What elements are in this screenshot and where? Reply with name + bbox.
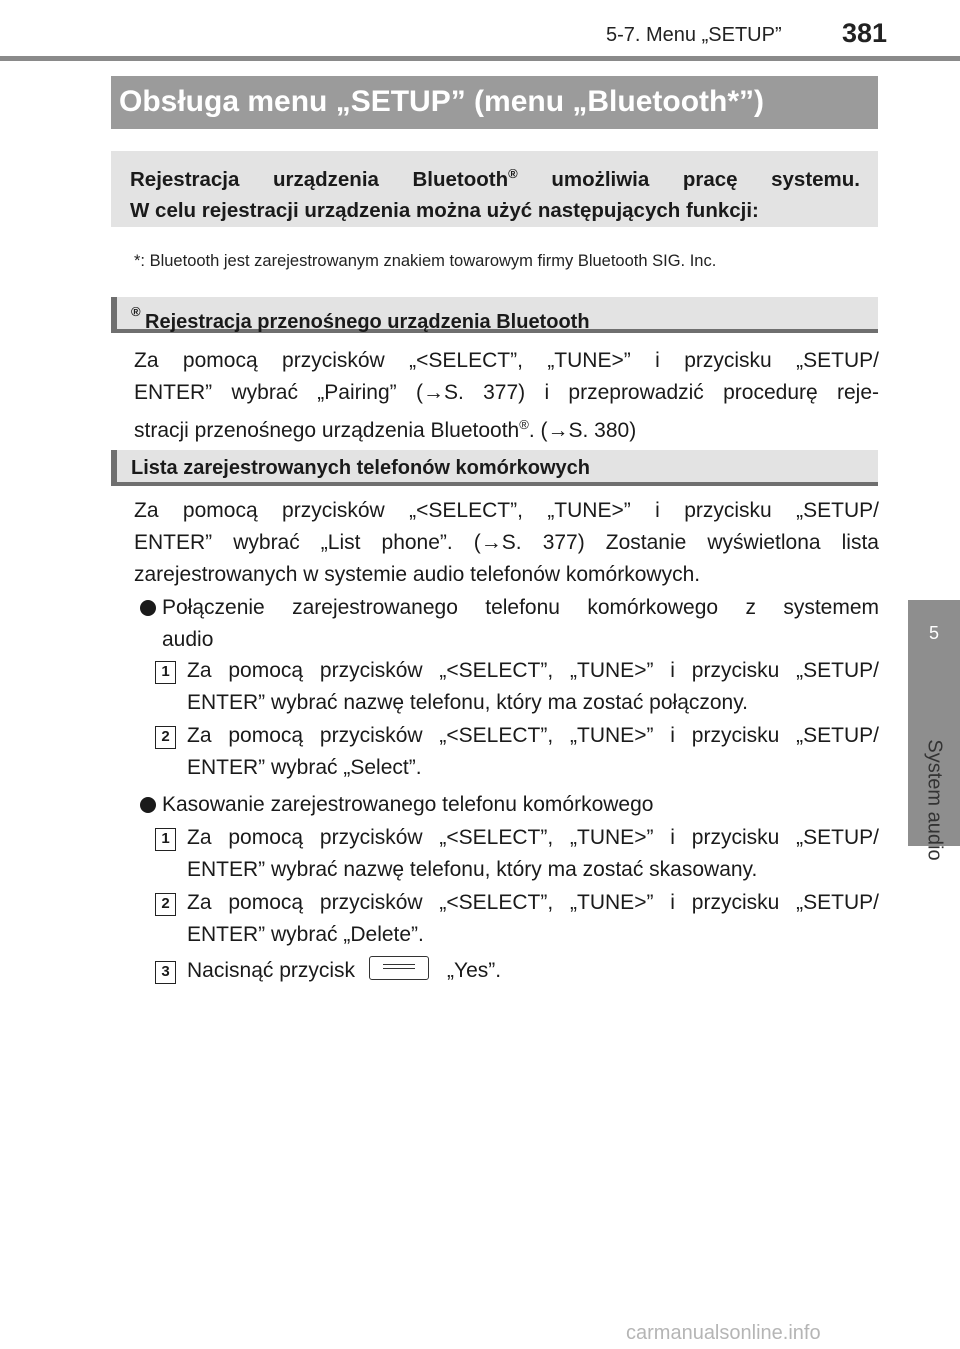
step-number: 1 xyxy=(155,828,176,851)
step-text xyxy=(187,720,879,784)
step-number: 2 xyxy=(155,726,176,749)
section2-line1: Za pomocą przycisków „<SELECT”, „TUNE>” i przycisku „SETUP/ xyxy=(134,499,879,522)
bullet2-line1: Kasowanie zarejestrowanego telefonu komórkowego xyxy=(162,793,654,816)
step-text xyxy=(187,955,879,987)
step-line1a: Nacisnąć przycisk xyxy=(187,959,356,982)
section2-line3: zarejestrowanych w systemie audio telefonów komórkowych. xyxy=(134,563,701,586)
step-line1: Za pomocą przycisków „<SELECT”, „TUNE>” i przycisku „SETUP/ xyxy=(187,659,879,682)
section1-line2: ENTER” wybrać „Pairing” (→S. 377) i przeprowadzić procedurę reje- xyxy=(134,381,879,404)
intro-text xyxy=(130,158,860,226)
step-number: 1 xyxy=(155,661,176,684)
step-line2: ENTER” wybrać „Delete”. xyxy=(187,923,424,946)
step-text xyxy=(187,887,879,951)
bullet2-text xyxy=(162,789,879,821)
title-bar xyxy=(111,76,878,129)
step-line1b: „Yes”. xyxy=(447,959,502,982)
page-title: Obsługa menu „SETUP” (menu „Bluetooth*”) xyxy=(119,85,765,118)
section1-paragraph xyxy=(134,345,879,447)
registered-mark: ® xyxy=(508,166,518,181)
bullet-icon xyxy=(140,797,156,813)
intro-box xyxy=(111,151,878,227)
step-line2: ENTER” wybrać „Select”. xyxy=(187,756,422,779)
watermark: carmanualsonline.info xyxy=(626,1322,821,1344)
section1-line3a: stracji przenośnego urządzenia Bluetooth xyxy=(134,419,520,442)
step-line1: Za pomocą przycisków „<SELECT”, „TUNE>” i przycisku „SETUP/ xyxy=(187,724,879,747)
bullet1-text xyxy=(162,592,879,656)
bullet-icon xyxy=(140,600,156,616)
step-line2: ENTER” wybrać nazwę telefonu, który ma zostać połączony. xyxy=(187,691,749,714)
section1-heading: Rejestracja przenośnego urządzenia Bluetooth xyxy=(145,311,590,333)
section1-line3-reg: ® xyxy=(519,417,529,432)
step-line2: ENTER” wybrać nazwę telefonu, który ma zostać skasowany. xyxy=(187,858,758,881)
chapter-label: System audio xyxy=(923,739,946,861)
return-button-icon xyxy=(369,956,429,980)
step-number: 2 xyxy=(155,893,176,916)
section2-paragraph xyxy=(134,495,879,591)
footnote: *: Bluetooth jest zarejestrowanym znakiem towarowym firmy Bluetooth SIG. Inc. xyxy=(134,252,717,270)
section1-line1: Za pomocą przycisków „<SELECT”, „TUNE>” i przycisku „SETUP/ xyxy=(134,349,879,372)
header-divider xyxy=(0,56,960,61)
step-text xyxy=(187,655,879,719)
chapter-number: 5 xyxy=(928,623,939,643)
step-text xyxy=(187,822,879,886)
section2-line2: ENTER” wybrać „List phone”. (→S. 377) Zostanie wyświetlona lista xyxy=(134,531,879,554)
page-number: 381 xyxy=(842,18,888,48)
intro-line2: W celu rejestracji urządzenia można użyć następujących funkcji: xyxy=(130,198,759,222)
header-section-title: 5-7. Menu „SETUP” xyxy=(606,24,782,46)
section1-line3b: . (→S. 380) xyxy=(528,419,637,442)
step-line1: Za pomocą przycisków „<SELECT”, „TUNE>” i przycisku „SETUP/ xyxy=(187,891,879,914)
chapter-label-container xyxy=(908,740,960,860)
section2-heading: Lista zarejestrowanych telefonów komórkowych xyxy=(131,457,591,479)
step-number: 3 xyxy=(155,961,176,984)
section1-registered-mark: ® xyxy=(131,304,141,319)
intro-line1a: Rejestracja urządzenia Bluetooth xyxy=(130,167,509,191)
bullet1-line2: audio xyxy=(162,628,214,651)
intro-line1b: umożliwia pracę systemu. xyxy=(517,167,861,191)
bullet1-line1: Połączenie zarejestrowanego telefonu komórkowego z systemem xyxy=(162,596,879,619)
step-line1: Za pomocą przycisków „<SELECT”, „TUNE>” i przycisku „SETUP/ xyxy=(187,826,879,849)
section2-header xyxy=(111,450,878,486)
section1-header xyxy=(111,297,878,333)
